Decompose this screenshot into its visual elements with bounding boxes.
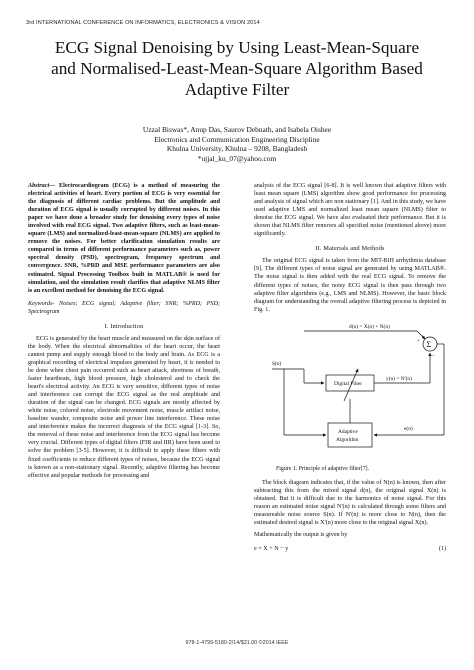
adaptive-label-line2: Algorithm	[336, 436, 359, 443]
minus-sign: −	[432, 352, 436, 359]
conference-header: 3rd INTERNATIONAL CONFERENCE ON INFORMATICS, ELECTRONICS & VISION 2014	[26, 20, 260, 26]
block-diagram	[254, 317, 446, 463]
university: Khulna University, Khulna – 9208, Bangladesh	[166, 144, 308, 154]
y-signal-label: y(n) = N'(n)	[386, 375, 412, 382]
paper-title	[20, 37, 454, 100]
section-heading-methods: II. Materials and Methods	[315, 245, 385, 253]
math-intro: Mathematically the output is given by	[254, 532, 348, 539]
abstract	[28, 182, 220, 295]
affiliation: Electronics and Communication Engineering Discipline	[154, 134, 320, 144]
digital-filter-label: Digital Filter	[334, 380, 362, 387]
left-column	[28, 182, 220, 480]
figure-caption: Figure 1. Principle of adaptive filter[7].	[276, 465, 370, 472]
figure-block-diagram	[254, 317, 446, 463]
footer-copyright: 978-1-4799-5180-2/14/$31.00 ©2014 IEEE	[185, 640, 289, 646]
methods-paragraph-2: The block diagram indicates that, if the value of N(n) is known, then after subtracting this from the mixed signal d(n), the original signal X(n) is obtained. But it is difficult due to the harmonics of noise signal. For this reason an estimated noise signal N'(n) is calculated through some filters and measureable noise source S(n). If N'(n) is more close to N(n), then the estimated desired signal is X'(n) more close to the original signal X(n).	[254, 479, 446, 526]
equation-text: e = X + N − y	[254, 546, 289, 553]
author-email: *ujjal_ku_07@yahoo.com	[197, 153, 277, 163]
abstract-label: Abstract—	[28, 183, 56, 189]
d-signal-label: d(n) = X(n) + N(n)	[349, 323, 390, 330]
title-line: Adaptive Filter	[184, 80, 290, 99]
e-signal-label: e(n)	[404, 425, 413, 432]
plus-sign: +	[417, 337, 421, 344]
equation-1	[254, 545, 446, 553]
keywords-text: Noises; ECG signal; Adaptive filter; SNR; %PRD; PSD; Spectrogram	[28, 300, 220, 315]
right-column	[254, 182, 446, 559]
equation-number: (1)	[438, 546, 446, 553]
title-line: ECG Signal Denoising by Using Least-Mean-Square	[54, 38, 420, 57]
adaptive-label-line1: Adaptive	[338, 428, 358, 435]
introduction-paragraph: ECG is generated by the heart muscle and measured on the skin surface of the body. When the electrical abnormalities of the heart occur, the heart cannot pump and supply enough blood to the body and brain. As ECG is a graphical recording of electrical impulses generated by heart, it is needed to be done when chest pain occurred such as heart attack, shortness of breath, faster heartbeats, high blood pressure, high cholesterol and to check the heart's electrical activity. An ECG is very sensitive, different types of noise and interference can corrupt the ECG signal as the real amplitude and duration of the signal can be changed. ECG signals are mostly affected by white noise, colored noise, electrode movement noise, muscle artifact noise, baseline wander, composite noise and power line interference. These noise and interference makes the incorrect diagnosis of the ECG signal [1-3]. So, the removal of these noise and interference from the ECG signal has become very crucial. Different types of digital filters (FIR and IIR) have been used to solve the problem [3-5]. However, it is difficult to apply these filters with fixed coefficients to reduce different types of noises, because the ECG signal is known as a non-stationary signal. Recently, adaptive filtering has become effective and popular methods for processing and	[28, 335, 220, 479]
adaptive-algorithm-block	[328, 423, 372, 447]
abstract-text: Electrocardiogram (ECG) is a method of measuring the electrical activities of heart. Every portion of ECG is very essential for the diagnosis of different cardiac problems. But the amplitude and duration of ECG signal is usually corrupted by different noises. In this paper we have done a broader study for denoising every types of noise involved with real ECG signal. Two adaptive filters, such as least-mean-square (LMS) and normalized-least-mean-square (NLMS) are applied to remove the noises. For better clarification simulation results are compared in terms of different performance parameters such as, power spectral density (PSD), spectrogram, frequency spectrum and convergence. SNR, %PRD and MSE performance parameters are also estimated. Signal Processing Toolbox built in MATLAB® is used for simulation, and the simulation result clarifies that adaptive NLMS filter is an excellent method for denoising the ECG signal.	[28, 183, 220, 294]
sum-symbol: Σ	[426, 339, 432, 349]
methods-paragraph: The original ECG signal is taken from the MIT-BIH arrhythmia database [9]. The different types of noise signal are generated by using MATLAB®. The noise signal is then added with the real ECG signal. To remove the different types of noises, the noisy ECG signal is then pass through two adaptive filter algorithms (e.g., LMS and NLMS). However, the basic block diagram for understanding the overall adaptive filtering process is depicted in Fig. 1.	[254, 258, 446, 313]
s-signal-label: S(n)	[272, 360, 282, 367]
title-line: and Normalised-Least-Mean-Square Algorithm Based	[51, 59, 423, 78]
author-block	[20, 125, 454, 163]
section-heading-introduction: I. Introduction	[104, 322, 144, 330]
author-names: Uzzal Biswas*, Anup Das, Saurov Debnath, and Isabela Oishee	[142, 125, 332, 134]
keywords-label: Keywords-	[28, 300, 59, 307]
right-paragraph: analysis of the ECG signal [6-8]. It is well known that adaptive filters with least mean square (LMS) algorithm show good performance for processing and analysis of signal which are non stationary [1]. And in this study, we have used adaptive LMS and normalized least mean square (NLMS) filter to denoise the ECG signal. We have also evaluated their performance. But it is shown that NLMS filter removes all specified noise (mentioned above) more significantly.	[254, 183, 446, 238]
keywords	[28, 300, 220, 316]
